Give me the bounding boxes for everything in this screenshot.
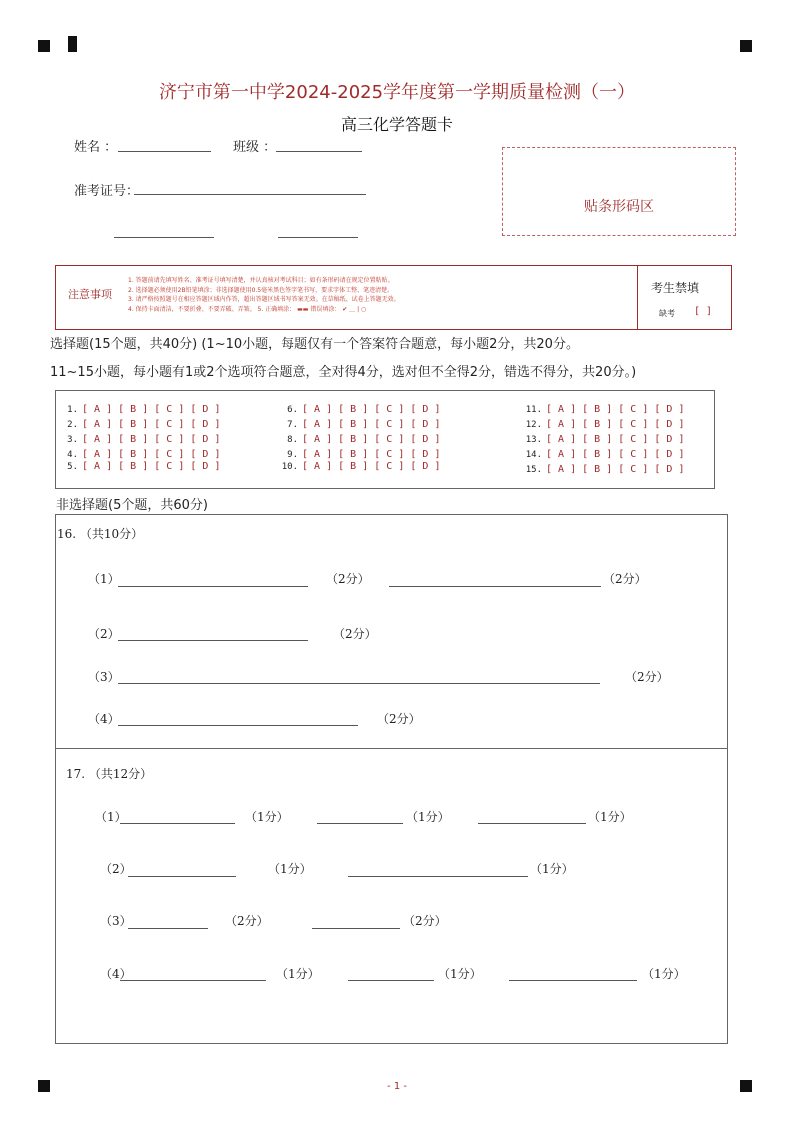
mc-intro-line-2: 11~15小题，每小题有1或2个选项符合题意，全对得4分，选对但不全得2分，错选不得分，共20分。) (50, 365, 637, 380)
q16-part-1-label: （1） (88, 572, 120, 586)
q17-part-2-answer-b[interactable] (348, 876, 528, 877)
page-number: - 1 - (387, 1081, 407, 1092)
q17-part-3-answer-b[interactable] (312, 928, 400, 929)
q16-part-1-score-a: （2分） (326, 572, 370, 586)
registration-mark-top-right (740, 40, 752, 52)
q16-part-1-score-b: （2分） (603, 572, 647, 586)
mc-intro-line-1: 选择题(15个题，共40分) (1~10小题，每题仅有一个答案符合题意，每小题2分，共20分。 (50, 337, 579, 352)
q17-part-3-label: （3） (100, 914, 132, 928)
q17-part-3-score-a: （2分） (225, 914, 269, 928)
q16-part-2-answer[interactable] (118, 640, 308, 641)
q17-part-2-score-b: （1分） (530, 862, 574, 876)
notice-item: 2. 选择题必须使用2B铅笔填涂；非选择题使用0.5毫米黑色签字笔书写，要求字体工整、笔迹清楚。 (128, 286, 394, 294)
absent-label: 缺考 (659, 309, 675, 318)
mc-row-7[interactable]: 7. [ A ] [ B ] [ C ] [ D ] (287, 419, 441, 430)
notice-items (128, 276, 628, 314)
notice-item: 1. 答题前请先填写姓名、准考证号填写清楚，并认真核对考试科目；如有条形码请在规定位置粘贴。 (128, 277, 394, 284)
q17-part-2-score-a: （1分） (268, 862, 312, 876)
mc-row-9[interactable]: 9. [ A ] [ B ] [ C ] [ D ] (287, 449, 441, 460)
q17-part-4-answer-b[interactable] (348, 980, 434, 981)
q16-part-4-answer[interactable] (118, 725, 358, 726)
exam-id-field[interactable] (134, 194, 366, 195)
q17-part-1-answer-a[interactable] (120, 823, 235, 824)
question-divider (55, 748, 728, 749)
q17-part-4-answer-c[interactable] (509, 980, 637, 981)
page-subtitle: 高三化学答题卡 (340, 115, 453, 134)
q17-title: 17. （共12分） (66, 767, 153, 781)
q17-part-3-score-b: （2分） (403, 914, 447, 928)
name-field[interactable] (118, 151, 211, 152)
q16-title: 16. （共10分） (57, 527, 144, 541)
q17-part-2-label: （2） (100, 862, 132, 876)
absent-title: 考生禁填 (651, 281, 700, 295)
q17-part-4-answer-a[interactable] (120, 980, 266, 981)
mc-row-10[interactable]: 10. [ A ] [ B ] [ C ] [ D ] (281, 461, 441, 472)
q17-part-1-answer-c[interactable] (478, 823, 586, 824)
exam-id-label: 准考证号： (74, 184, 140, 199)
q16-part-3-label: （3） (88, 670, 120, 684)
q17-part-1-score-a: （1分） (245, 810, 289, 824)
mc-row-1[interactable]: 1. [ A ] [ B ] [ C ] [ D ] (67, 404, 221, 415)
mc-row-5[interactable]: 5. [ A ] [ B ] [ C ] [ D ] (67, 461, 221, 472)
barcode-label: 贴条形码区 (584, 199, 654, 215)
non-mc-section-title: 非选择题(5个题，共60分) (56, 498, 208, 513)
mc-row-8[interactable]: 8. [ A ] [ B ] [ C ] [ D ] (287, 434, 441, 445)
notice-title: 注意事项 (68, 288, 112, 301)
mc-row-4[interactable]: 4. [ A ] [ B ] [ C ] [ D ] (67, 449, 221, 460)
mc-row-3[interactable]: 3. [ A ] [ B ] [ C ] [ D ] (67, 434, 221, 445)
registration-mark-top-left-1 (38, 40, 50, 52)
q17-part-4-score-b: （1分） (438, 967, 482, 981)
notice-separator (637, 266, 638, 329)
mc-row-6[interactable]: 6. [ A ] [ B ] [ C ] [ D ] (287, 404, 441, 415)
q17-part-2-answer-a[interactable] (128, 876, 236, 877)
q17-part-1-score-b: （1分） (406, 810, 450, 824)
non-mc-answer-box (55, 514, 728, 1044)
mc-row-2[interactable]: 2. [ A ] [ B ] [ C ] [ D ] (67, 419, 221, 430)
notice-item: 3. 请严格按照题号在相应答题区域内作答，超出答题区域书写答案无效。在草稿纸、试卷上答题无效。 (128, 296, 400, 303)
q17-part-4-label: （4） (100, 967, 132, 981)
mc-row-14[interactable]: 14. [ A ] [ B ] [ C ] [ D ] (525, 449, 685, 460)
absent-checkbox[interactable]: [ ] (694, 306, 713, 317)
registration-mark-top-left-2 (68, 36, 77, 52)
notice-item: 4. 保持卡面清洁，不要折叠、不要弄破、弄皱。 5. 正确填涂： ▬▬ 错误填涂： ✔ ＿ | ○ (128, 305, 367, 313)
name-label: 姓名 ： (74, 140, 118, 155)
q16-part-4-score: （2分） (377, 712, 421, 726)
q17-part-4-score-c: （1分） (642, 967, 686, 981)
q17-part-3-answer-a[interactable] (128, 928, 208, 929)
mc-answer-grid (55, 390, 715, 489)
mc-row-15[interactable]: 15. [ A ] [ B ] [ C ] [ D ] (525, 464, 685, 475)
mc-row-12[interactable]: 12. [ A ] [ B ] [ C ] [ D ] (525, 419, 685, 430)
q16-part-4-label: （4） (88, 712, 120, 726)
q16-part-3-answer[interactable] (118, 683, 600, 684)
q16-part-1-answer-a[interactable] (118, 586, 308, 587)
q16-part-2-score: （2分） (333, 627, 377, 641)
q17-part-4-score-a: （1分） (276, 967, 320, 981)
class-label: 班级 ： (233, 140, 277, 155)
class-field[interactable] (276, 151, 362, 152)
notice-box (55, 265, 732, 330)
q16-part-1-answer-b[interactable] (389, 586, 601, 587)
q17-part-1-answer-b[interactable] (317, 823, 403, 824)
q17-part-1-score-c: （1分） (588, 810, 632, 824)
page-title: 济宁市第一中学2024-2025学年度第一学期质量检测（一） (158, 82, 636, 103)
q17-part-1-label: （1） (95, 810, 127, 824)
q16-part-2-label: （2） (88, 627, 120, 641)
barcode-area (502, 147, 736, 236)
mc-row-11[interactable]: 11. [ A ] [ B ] [ C ] [ D ] (525, 404, 685, 415)
blank-line-left[interactable] (114, 237, 214, 238)
mc-row-13[interactable]: 13. [ A ] [ B ] [ C ] [ D ] (525, 434, 685, 445)
q16-part-3-score: （2分） (625, 670, 669, 684)
blank-line-right[interactable] (278, 237, 358, 238)
